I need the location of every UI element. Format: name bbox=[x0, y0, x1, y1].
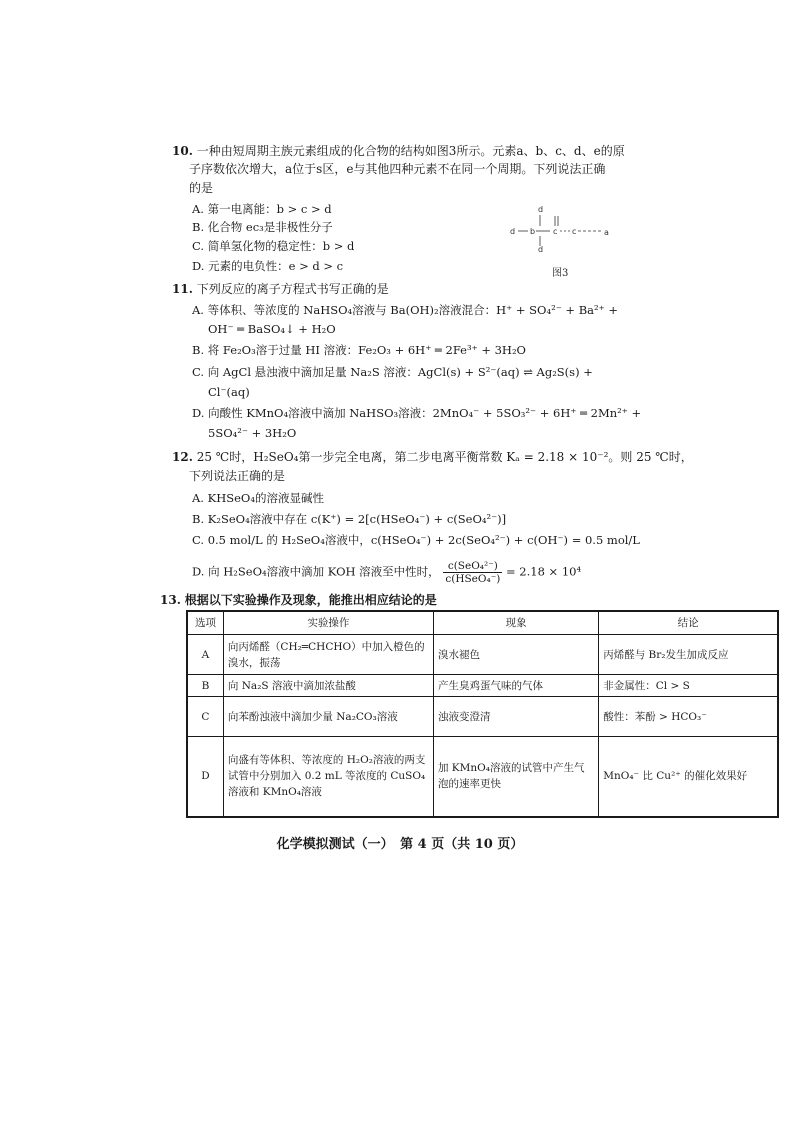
atom-d-bottom: d bbox=[538, 245, 544, 254]
atom-d-top: d bbox=[538, 205, 544, 214]
row-c-operation: 向苯酚浊液中滴加少量 Na₂CO₃溶液 bbox=[223, 697, 433, 737]
q10-stem-line1: 一种由短周期主族元素组成的化合物的结构如图3所示。元素a、b、c、d、e的原 bbox=[196, 144, 625, 158]
header-conclusion: 结论 bbox=[599, 611, 778, 635]
q11-line bbox=[172, 281, 389, 297]
row-c-option: C bbox=[187, 697, 223, 737]
q11-option-a-line1: A. 等体积、等浓度的 NaHSO₄溶液与 Ba(OH)₂溶液混合：H⁺ + SO₄²⁻ + Ba²⁺ + bbox=[192, 303, 619, 317]
q12-fraction-numerator: c(SeO₄²⁻) bbox=[443, 560, 502, 573]
q11-option-d-line2: 5SO₄²⁻ + 3H₂O bbox=[208, 426, 297, 440]
row-c-conclusion: 酸性：苯酚 > HCO₃⁻ bbox=[599, 697, 778, 737]
page-footer: 化学模拟测试（一） 第 4 页（共 10 页） bbox=[276, 837, 524, 852]
row-b-option: B bbox=[187, 675, 223, 697]
q12-option-d-text: D. 向 H₂SeO₄溶液中滴加 KOH 溶液至中性时， bbox=[192, 564, 440, 579]
q12-fraction bbox=[443, 560, 502, 585]
row-a-phenomenon: 溴水褪色 bbox=[433, 635, 598, 675]
q12-stem-line2: 下列说法正确的是 bbox=[189, 469, 286, 483]
row-a-option: A bbox=[187, 635, 223, 675]
row-a-operation: 向丙烯醛（CH₂═CHCHO）中加入橙色的溴水，振荡 bbox=[223, 635, 433, 675]
row-d-conclusion: MnO₄⁻ 比 Cu²⁺ 的催化效果好 bbox=[599, 737, 778, 817]
header-option: 选项 bbox=[187, 611, 223, 635]
q12-fraction-denominator: c(HSeO₄⁻) bbox=[445, 573, 501, 585]
atom-a: a bbox=[604, 228, 609, 237]
q10-option-a: A. 第一电离能：b > c > d bbox=[192, 202, 332, 216]
table-row bbox=[187, 697, 778, 737]
row-d-option: D bbox=[187, 737, 223, 817]
q10-figure-caption: 图3 bbox=[552, 268, 569, 279]
q13-stem: 根据以下实验操作及现象，能推出相应结论的是 bbox=[184, 593, 437, 607]
q12-option-a: A. KHSeO₄的溶液显碱性 bbox=[192, 491, 324, 505]
q13-number: 13. bbox=[160, 593, 181, 607]
q12-option-d bbox=[192, 560, 581, 585]
q11-number: 11. bbox=[172, 282, 193, 296]
q10-stem-line2: 子序数依次增大，a位于s区，e与其他四种元素不在同一个周期。下列说法正确 bbox=[189, 162, 606, 176]
row-b-phenomenon: 产生臭鸡蛋气味的气体 bbox=[433, 675, 598, 697]
table-row bbox=[187, 675, 778, 697]
table-row bbox=[187, 635, 778, 675]
q11-option-c-line1: C. 向 AgCl 悬浊液中滴加足量 Na₂S 溶液：AgCl(s) + S²⁻(aq) ⇌ Ag₂S(s) + bbox=[192, 365, 593, 379]
q11-stem: 下列反应的离子方程式书写正确的是 bbox=[196, 282, 389, 296]
q10-line1 bbox=[172, 143, 625, 159]
q12-line1 bbox=[172, 449, 693, 465]
q12-number: 12. bbox=[172, 450, 193, 464]
atom-d-left: d bbox=[510, 227, 516, 236]
q10-stem-line3: 的是 bbox=[189, 181, 214, 195]
q12-stem-line1: 25 ℃时，H₂SeO₄第一步完全电离，第二步电离平衡常数 Kₐ = 2.18 × 10⁻²。则 25 ℃时， bbox=[196, 450, 693, 464]
q13-line bbox=[160, 592, 437, 608]
row-c-phenomenon: 浊液变澄清 bbox=[433, 697, 598, 737]
atom-c2: c bbox=[572, 227, 577, 236]
q10-number: 10. bbox=[172, 144, 193, 158]
q10-option-c: C. 简单氢化物的稳定性：b > d bbox=[192, 239, 355, 253]
table-header-row bbox=[187, 611, 778, 635]
q10-option-b: B. 化合物 ec₃是非极性分子 bbox=[192, 220, 333, 234]
q10-option-d: D. 元素的电负性：e > d > c bbox=[192, 259, 344, 273]
q13-table bbox=[186, 610, 779, 818]
q12-option-b: B. K₂SeO₄溶液中存在 c(K⁺) = 2[c(HSeO₄⁻) + c(SeO₄²⁻)] bbox=[192, 512, 507, 526]
header-phenomenon: 现象 bbox=[433, 611, 598, 635]
header-operation: 实验操作 bbox=[223, 611, 433, 635]
table-row bbox=[187, 737, 778, 817]
row-d-operation: 向盛有等体积、等浓度的 H₂O₂溶液的两支试管中分别加入 0.2 mL 等浓度的 CuSO₄溶液和 KMnO₄溶液 bbox=[223, 737, 433, 817]
atom-b: b bbox=[530, 227, 536, 236]
q11-option-c-line2: Cl⁻(aq) bbox=[208, 385, 250, 399]
q10-structure-figure bbox=[508, 204, 618, 284]
q12-option-c: C. 0.5 mol/L 的 H₂SeO₄溶液中，c(HSeO₄⁻) + 2c(SeO₄²⁻) + c(OH⁻) = 0.5 mol/L bbox=[192, 533, 640, 547]
row-d-phenomenon: 加 KMnO₄溶液的试管中产生气泡的速率更快 bbox=[433, 737, 598, 817]
row-b-operation: 向 Na₂S 溶液中滴加浓盐酸 bbox=[223, 675, 433, 697]
row-b-conclusion: 非金属性：Cl > S bbox=[599, 675, 778, 697]
q11-option-d-line1: D. 向酸性 KMnO₄溶液中滴加 NaHSO₃溶液：2MnO₄⁻ + 5SO₃²⁻ + 6H⁺ ═ 2Mn²⁺ + bbox=[192, 406, 642, 420]
q12-option-d-value: = 2.18 × 10⁴ bbox=[506, 564, 582, 579]
q11-option-a-line2: OH⁻ ═ BaSO₄↓ + H₂O bbox=[208, 322, 336, 336]
row-a-conclusion: 丙烯醛与 Br₂发生加成反应 bbox=[599, 635, 778, 675]
atom-c1: c bbox=[553, 227, 558, 236]
q11-option-b: B. 将 Fe₂O₃溶于过量 HI 溶液：Fe₂O₃ + 6H⁺ ═ 2Fe³⁺ + 3H₂O bbox=[192, 343, 526, 357]
